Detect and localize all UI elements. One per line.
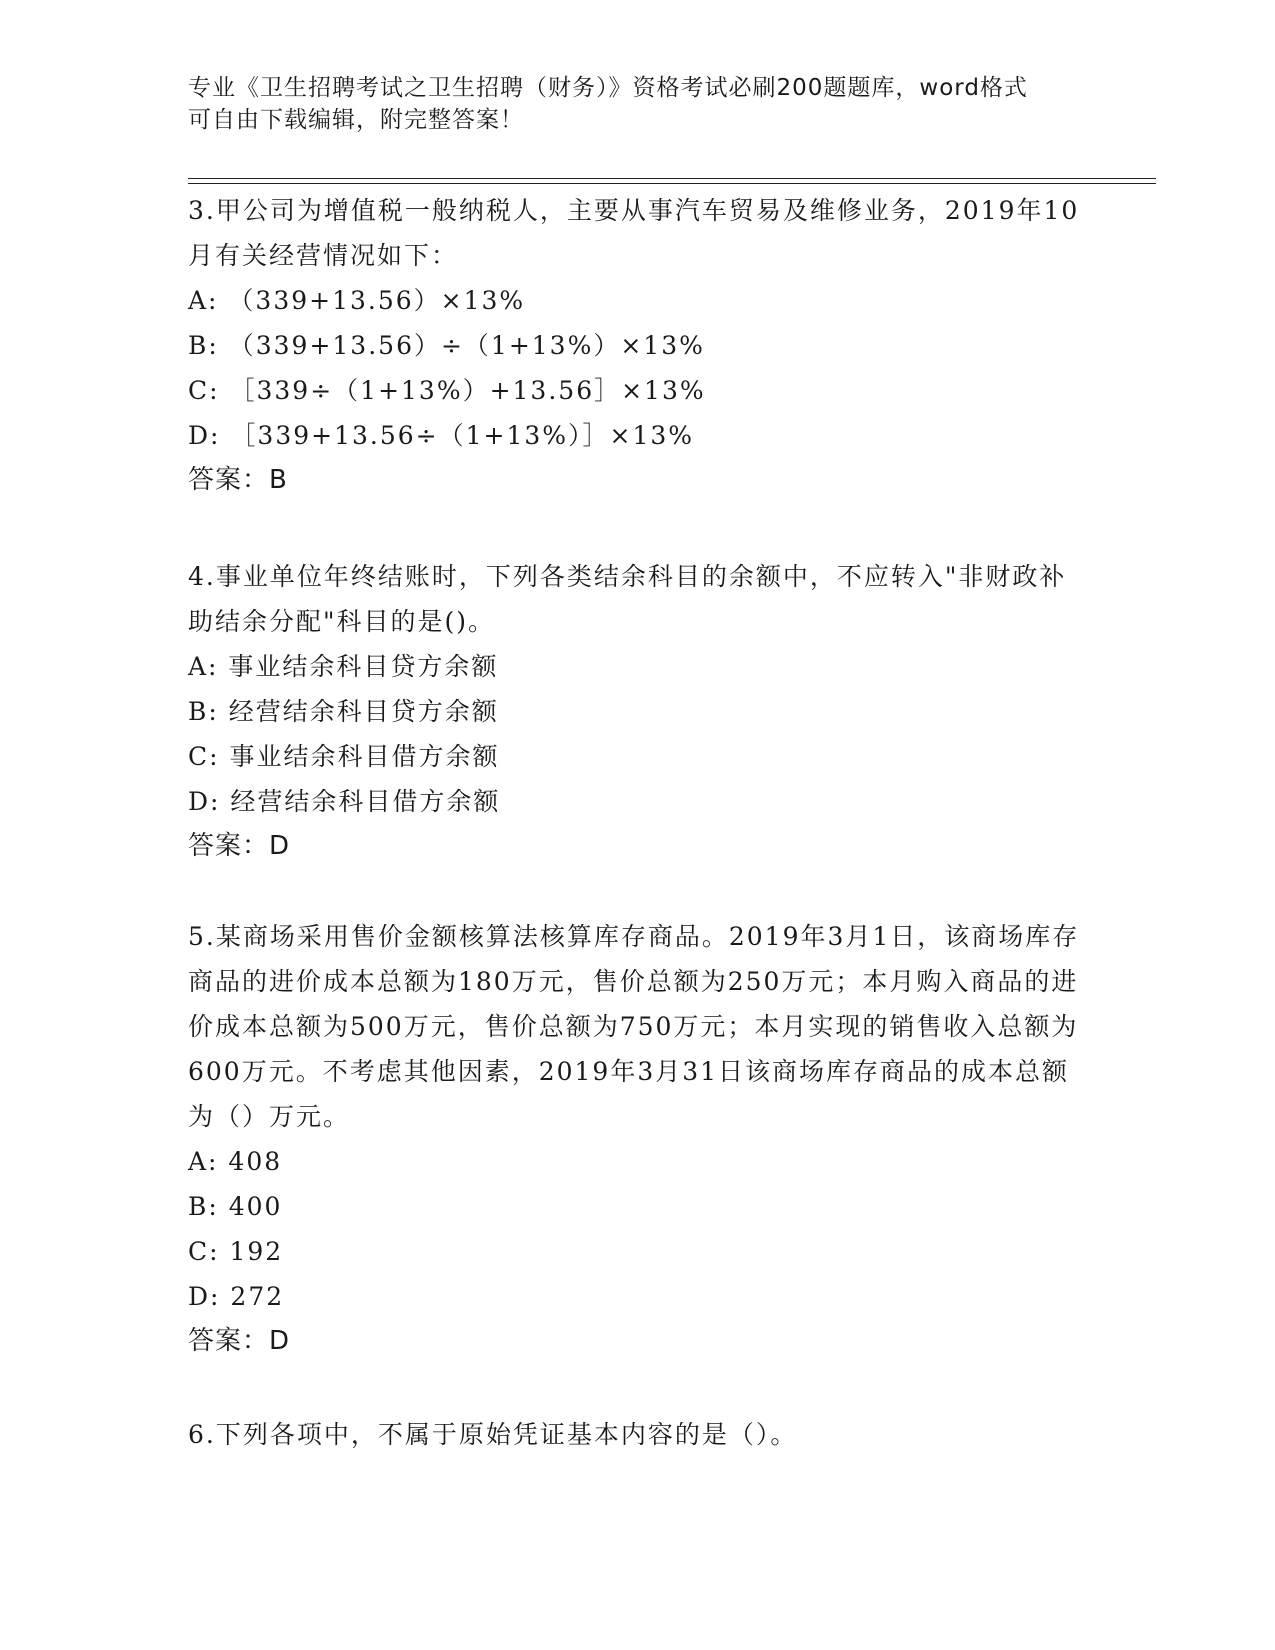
option-c: C: 事业结余科目借方余额 [188, 742, 500, 771]
option-a: A: 事业结余科目贷方余额 [188, 652, 499, 681]
question-4 [188, 554, 1088, 869]
header-line-1: 专业《卫生招聘考试之卫生招聘（财务）》资格考试必刷200题题库，word格式 [188, 75, 1028, 101]
question-stem: 5.某商场采用售价金额核算法核算库存商品。2019年3月1日，该商场库存商品的进价成本总额为180万元，售价总额为250万元；本月购入商品的进价成本总额为500万元，售价总额为750万元；本月实现的销售收入总额为600万元。不考虑其他因素，2019年3月31日该商场库存商品的成本总额为（）万元。 [188, 922, 1080, 1131]
option-b: B: 经营结余科目贷方余额 [188, 697, 499, 726]
header-line-2: 可自由下载编辑，附完整答案！ [188, 107, 524, 133]
option-a: A: 408 [188, 1147, 283, 1176]
document-header [188, 72, 1068, 136]
option-b: B: （339+13.56）÷（1+13%）×13% [188, 331, 705, 360]
answer-line: 答案：D [188, 1326, 291, 1356]
option-a: A: （339+13.56）×13% [188, 286, 526, 315]
answer-line: 答案：D [188, 831, 291, 861]
option-c: C: 192 [188, 1237, 284, 1266]
option-d: D: 272 [188, 1282, 285, 1311]
option-b: B: 400 [188, 1192, 283, 1221]
question-stem: 4.事业单位年终结账时，下列各类结余科目的余额中，不应转入"非财政补助结余分配"科目的是()。 [188, 562, 1067, 636]
header-divider [188, 178, 1156, 184]
option-d: D: 经营结余科目借方余额 [188, 787, 501, 816]
question-stem: 6.下列各项中，不属于原始凭证基本内容的是（）。 [188, 1420, 798, 1449]
option-d: D: ［339+13.56÷（1+13%）］×13% [188, 421, 695, 450]
question-3 [188, 188, 1088, 503]
option-c: C: ［339÷（1+13%）+13.56］×13% [188, 376, 706, 405]
answer-line: 答案：B [188, 465, 288, 495]
question-5 [188, 914, 1088, 1364]
question-6 [188, 1412, 1088, 1457]
question-stem: 3.甲公司为增值税一般纳税人，主要从事汽车贸易及维修业务，2019年10月有关经营情况如下： [188, 196, 1080, 270]
